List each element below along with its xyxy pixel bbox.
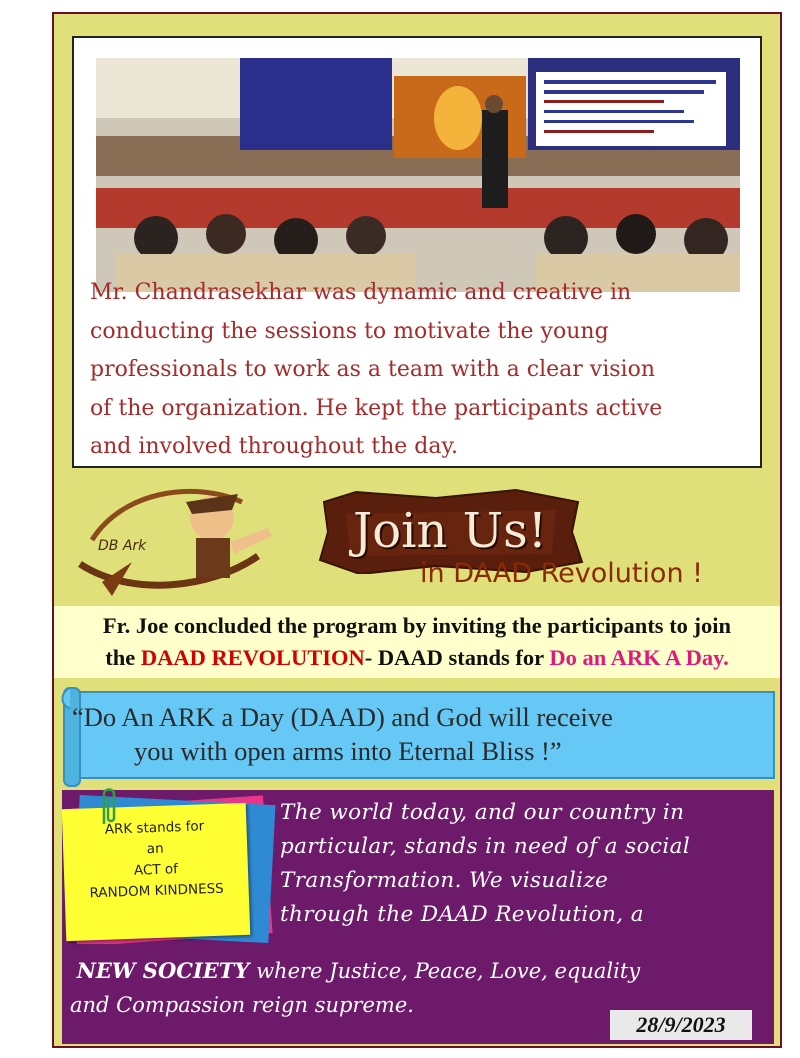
caption-line: professionals to work as a team with a clear vision (90, 357, 655, 382)
event-photo (96, 58, 740, 292)
ark-definition-note (62, 803, 250, 941)
note-line: RANDOM KINDNESS (89, 880, 225, 902)
conclusion-line: Fr. Joe concluded the program by inviting the participants to join (102, 613, 732, 638)
conclusion-banner (54, 606, 780, 678)
db-ark-logo (62, 472, 282, 600)
daad-revolution-subline: in DAAD Revolution ! (420, 558, 703, 589)
world-line: particular, stands in need of a social (280, 834, 691, 859)
note-line: ARK stands for (104, 818, 205, 838)
caption-line: Mr. Chandrasekhar was dynamic and creative in (90, 280, 632, 305)
caption-line: conducting the sessions to motivate the young (90, 318, 609, 344)
daad-definition-highlight: Do an ARK A Day. (549, 645, 729, 670)
quote-line: “Do An ARK a Day (DAAD) and God will receive (72, 702, 613, 732)
society-line: and Compassion reign supreme. (70, 993, 414, 1017)
world-text (280, 796, 770, 932)
date-stamp: 28/9/2023 (610, 1010, 752, 1040)
note-line: an (146, 840, 164, 858)
world-line: The world today, and our country in (280, 800, 685, 825)
quote-text (72, 700, 772, 768)
photo-caption (90, 274, 750, 467)
join-us-headline: Join Us! (352, 503, 548, 559)
logo-text: DB Ark (98, 538, 147, 554)
society-text: where Justice, Peace, Love, equality (249, 959, 641, 983)
caption-line: of the organization. He kept the participants active (90, 395, 663, 421)
world-line: through the DAAD Revolution, a (280, 902, 644, 927)
conclusion-text: the (105, 645, 141, 670)
new-society-caps: NEW SOCIETY (76, 958, 250, 983)
quote-line: you with open arms into Eternal Bliss !” (134, 736, 562, 766)
photo-card (72, 36, 762, 468)
daad-revolution-highlight: DAAD REVOLUTION (140, 645, 365, 670)
world-line: Transformation. We visualize (280, 868, 609, 893)
conclusion-text: - DAAD stands for (364, 645, 550, 670)
note-line: ACT of (133, 861, 179, 879)
caption-line: and involved throughout the day. (90, 434, 458, 459)
paper-clip-icon (96, 786, 120, 826)
conclusion-line (54, 642, 780, 674)
